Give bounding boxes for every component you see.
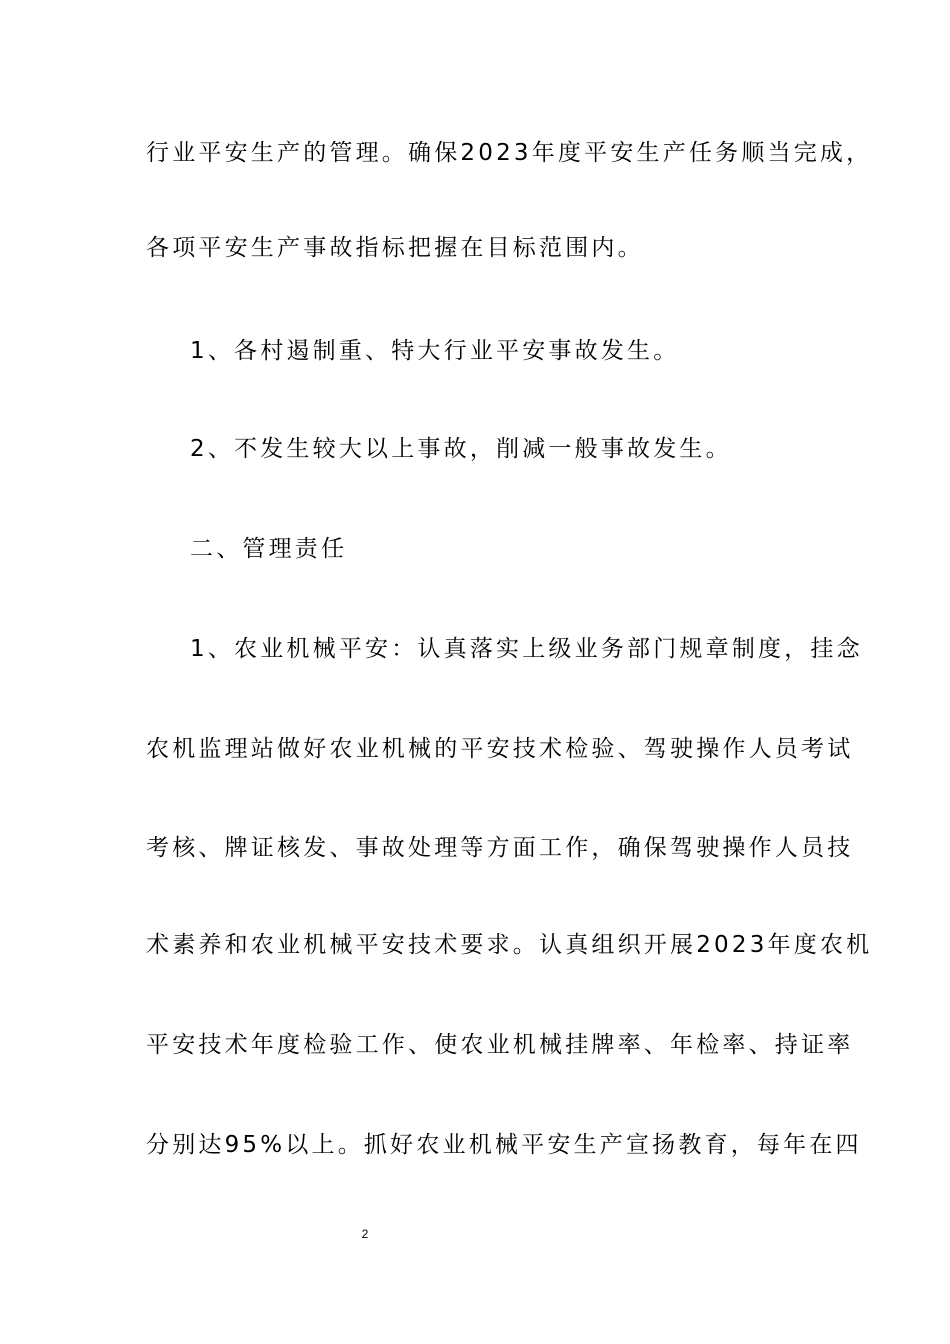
page-number: 2 (361, 1227, 369, 1241)
paragraph-line: 分别达95%以上。抓好农业机械平安生产宣扬教育，每年在四 (146, 1132, 862, 1158)
paragraph-line: 1、农业机械平安：认真落实上级业务部门规章制度，挂念 (190, 636, 863, 662)
paragraph-line: 农机监理站做好农业机械的平安技术检验、驾驶操作人员考试 (146, 736, 854, 762)
list-item-1: 1、各村遏制重、特大行业平安事故发生。 (190, 338, 680, 364)
section-heading: 二、管理责任 (190, 536, 348, 562)
paragraph-line: 各项平安生产事故指标把握在目标范围内。 (146, 235, 644, 261)
list-item-2: 2、不发生较大以上事故，削减一般事故发生。 (190, 436, 732, 462)
paragraph-line: 平安技术年度检验工作、使农业机械挂牌率、年检率、持证率 (146, 1032, 854, 1058)
paragraph-line: 术素养和农业机械平安技术要求。认真组织开展2023年度农机 (146, 932, 873, 958)
paragraph-line: 行业平安生产的管理。确保2023年度平安生产任务顺当完成， (146, 140, 873, 166)
paragraph-line: 考核、牌证核发、事故处理等方面工作，确保驾驶操作人员技 (146, 835, 854, 861)
